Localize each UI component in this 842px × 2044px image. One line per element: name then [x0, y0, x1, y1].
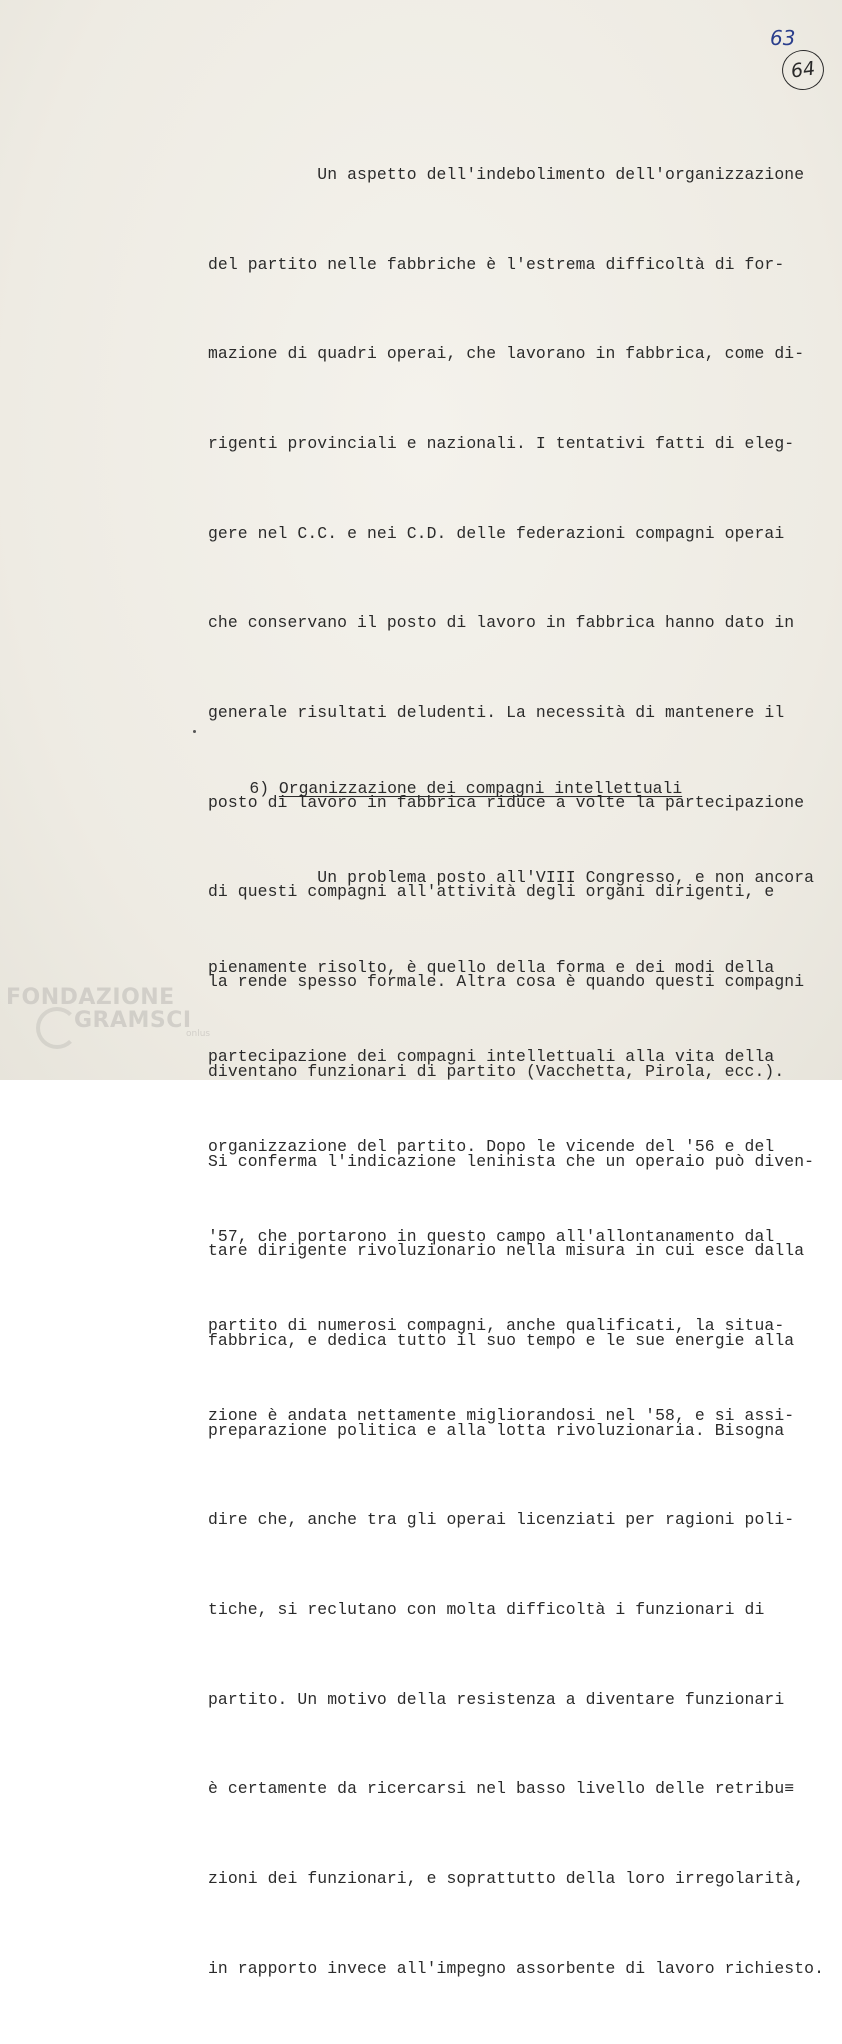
- text-line: mazione di quadri operai, che lavorano in fabbrica, come di-: [208, 344, 805, 364]
- text-line: partecipazione dei compagni intellettuali alla vita della: [208, 1047, 775, 1067]
- text-line: che conservano il posto di lavoro in fabbrica hanno dato in: [208, 613, 795, 633]
- section-number: 6): [249, 778, 270, 798]
- section-title: Organizzazione dei compagni intellettuali: [278, 778, 683, 798]
- ink-dot: [193, 730, 196, 733]
- text-line: partito. Un motivo della resistenza a diventare funzionari: [208, 1689, 785, 1709]
- text-line: Si conferma l'indicazione leninista che un operaio può diven-: [208, 1151, 815, 1171]
- text-line: tiche, si reclutano con molta difficoltà i funzionari di: [208, 1600, 765, 1620]
- text-line: posto di lavoro in fabbrica riduce a volte la partecipazione: [208, 792, 805, 812]
- text-line: zioni dei funzionari, e soprattutto della loro irregolarità,: [208, 1869, 805, 1889]
- page-number-circled: 64: [779, 47, 826, 92]
- text-line: organizzazione del partito. Dopo le vicende del '56 e del: [208, 1136, 775, 1156]
- text-line: di questi compagni all'attività degli organi dirigenti, e: [208, 882, 775, 902]
- watermark-line-2: GRAMSCI: [74, 1008, 192, 1033]
- page-number-top: 63: [770, 26, 796, 50]
- fondazione-gramsci-watermark: [6, 985, 226, 1075]
- text-line: in rapporto invece all'impegno assorbente di lavoro richiesto.: [208, 1958, 825, 1978]
- watermark-line-3: onlus: [186, 1029, 211, 1039]
- watermark-g-logo-icon: [36, 1007, 78, 1049]
- paragraph-2: [208, 803, 814, 1491]
- text-line: gere nel C.C. e nei C.D. delle federazioni compagni operai: [208, 523, 785, 543]
- text-line: pienamente risolto, è quello della forma e dei modi della: [208, 957, 775, 977]
- text-line: fabbrica, e dedica tutto il suo tempo e le sue energie alla: [208, 1330, 795, 1350]
- text-line: diventano funzionari di partito (Vacchetta, Pirola, ecc.).: [208, 1061, 785, 1081]
- text-line: '57, che portarono in questo campo all'allontanamento dal: [208, 1226, 775, 1246]
- text-line: preparazione politica e alla lotta rivoluzionaria. Bisogna: [208, 1420, 785, 1440]
- text-line: Un problema posto all'VIII Congresso, e non ancora: [208, 867, 815, 887]
- text-line: rigenti provinciali e nazionali. I tentativi fatti di eleg-: [208, 433, 795, 453]
- text-line: generale risultati deludenti. La necessità di mantenere il: [208, 703, 785, 723]
- text-line: è certamente da ricercarsi nel basso livello delle retribu≡: [208, 1779, 795, 1799]
- text-line: zione è andata nettamente migliorandosi nel '58, e si assi-: [208, 1406, 795, 1426]
- watermark-line-1: FONDAZIONE: [6, 985, 175, 1010]
- text-line: partito di numerosi compagni, anche qualificati, la situa-: [208, 1316, 785, 1336]
- text-line: tare dirigente rivoluzionario nella misura in cui esce dalla: [208, 1241, 805, 1261]
- text-line: la rende spesso formale. Altra cosa è quando questi compagni: [208, 972, 805, 992]
- text-line: dire che, anche tra gli operai licenziati per ragioni poli-: [208, 1510, 795, 1530]
- text-line: Un aspetto dell'indebolimento dell'organizzazione: [208, 164, 805, 184]
- text-line: del partito nelle fabbriche è l'estrema difficoltà di for-: [208, 254, 785, 274]
